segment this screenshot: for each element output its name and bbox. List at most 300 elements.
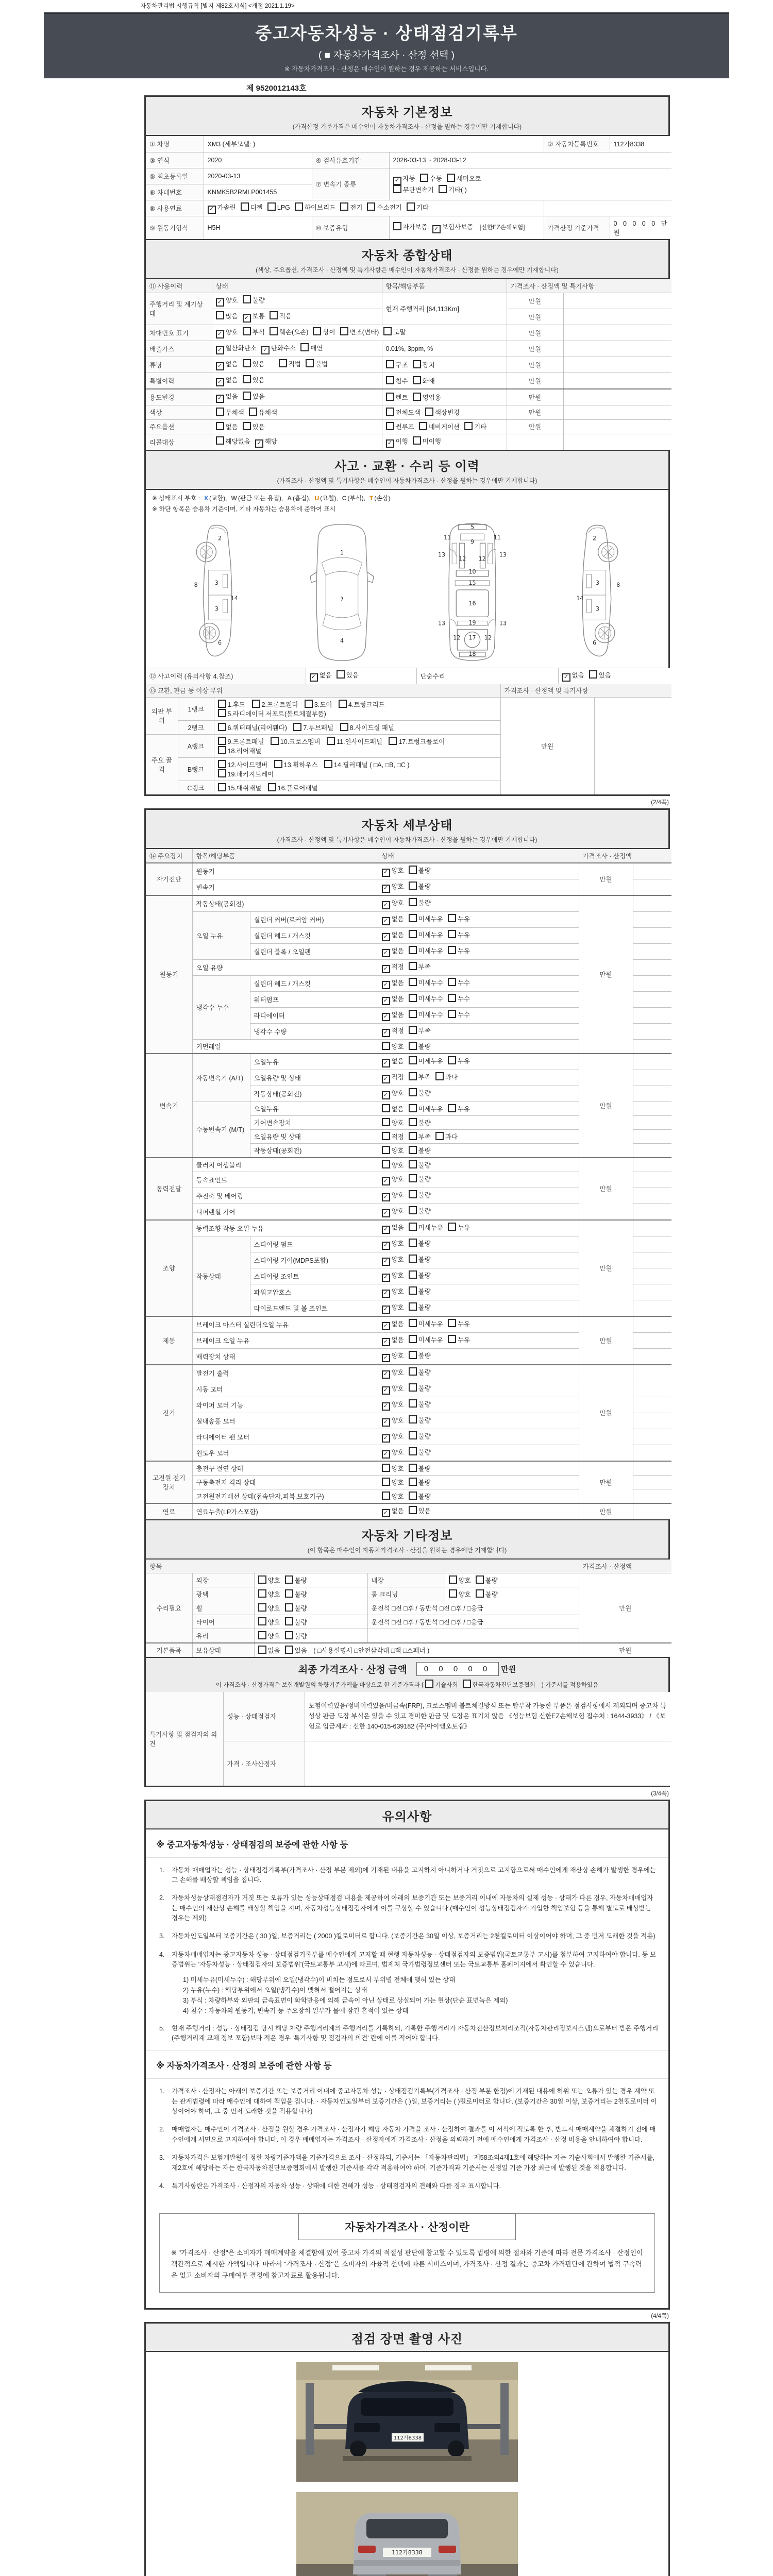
checkbox[interactable]: [409, 962, 417, 970]
checkbox-option[interactable]: 누유: [448, 1319, 470, 1328]
checkbox[interactable]: [448, 994, 456, 1002]
checkbox[interactable]: [389, 737, 397, 745]
checkbox[interactable]: ✓: [382, 965, 390, 973]
checkbox-option[interactable]: 장치: [413, 360, 435, 369]
checkbox[interactable]: [409, 1072, 417, 1080]
checkbox-option[interactable]: 불량: [409, 1255, 431, 1264]
checkbox-option[interactable]: 누수: [448, 978, 470, 987]
checkbox[interactable]: [367, 202, 375, 211]
checkbox-option[interactable]: 미이행: [413, 436, 441, 446]
checkbox-option[interactable]: ✓ 없음: [382, 1056, 404, 1067]
checkbox[interactable]: [285, 1589, 293, 1598]
checkbox-option[interactable]: 누유: [448, 914, 470, 923]
checkbox[interactable]: [476, 1575, 484, 1584]
checkbox[interactable]: [409, 882, 417, 890]
checkbox-option[interactable]: ✓ 양호: [382, 1367, 404, 1379]
checkbox-option[interactable]: 전기: [340, 202, 362, 212]
checkbox-option[interactable]: ✓ 양호: [382, 1431, 404, 1443]
checkbox[interactable]: [409, 1010, 417, 1018]
checkbox-option[interactable]: ✓ 없음: [382, 1223, 404, 1234]
checkbox[interactable]: [382, 1042, 390, 1050]
checkbox[interactable]: ✓: [382, 1418, 390, 1427]
checkbox-option[interactable]: 불량: [409, 1270, 431, 1280]
checkbox[interactable]: [409, 898, 417, 906]
checkbox-option[interactable]: 도말: [383, 327, 406, 336]
checkbox-option[interactable]: 침수: [386, 376, 408, 385]
checkbox[interactable]: ✓: [382, 1434, 390, 1443]
checkbox-option[interactable]: 있음: [285, 1646, 307, 1655]
checkbox-option[interactable]: 양호: [382, 1478, 404, 1487]
checkbox-option[interactable]: ✓ 없음: [310, 670, 332, 682]
checkbox[interactable]: [409, 1026, 417, 1034]
checkbox[interactable]: [409, 1206, 417, 1214]
checkbox-option[interactable]: ✓ 탄화수소: [261, 343, 296, 354]
checkbox-option[interactable]: 불량: [409, 1088, 431, 1097]
checkbox[interactable]: [285, 1617, 293, 1625]
checkbox-option[interactable]: ✓ 없음: [382, 1335, 404, 1346]
checkbox[interactable]: [449, 1575, 457, 1584]
checkbox-option[interactable]: ✓ 적정: [382, 1026, 404, 1037]
checkbox[interactable]: ✓: [382, 1509, 390, 1517]
panel-option[interactable]: 17.트렁크플로어: [389, 737, 445, 746]
checkbox-option[interactable]: 양호: [382, 1160, 404, 1170]
checkbox-option[interactable]: 썬루프: [386, 422, 414, 431]
checkbox-option[interactable]: 불량: [409, 882, 431, 891]
checkbox-option[interactable]: 무채색: [216, 408, 244, 417]
checkbox[interactable]: [447, 174, 455, 182]
checkbox-option[interactable]: 많음: [216, 311, 238, 320]
checkbox-option[interactable]: 있음: [243, 392, 265, 401]
checkbox-option[interactable]: 전체도색: [386, 408, 421, 417]
checkbox[interactable]: [409, 1223, 417, 1231]
checkbox-option[interactable]: 없음: [258, 1646, 280, 1655]
checkbox[interactable]: [305, 700, 313, 708]
checkbox-option[interactable]: 누유: [448, 1056, 470, 1065]
panel-option[interactable]: 16.플로어패널: [268, 783, 318, 792]
checkbox-option[interactable]: 양호: [258, 1589, 280, 1599]
checkbox-option[interactable]: 불량: [409, 1464, 431, 1473]
checkbox-option[interactable]: 불량: [409, 1367, 431, 1377]
checkbox[interactable]: [340, 202, 348, 211]
panel-option[interactable]: 5.라디에이터 서포트(볼트체결부품): [218, 709, 326, 718]
checkbox-option[interactable]: 미세누유: [409, 1335, 443, 1344]
checkbox-option[interactable]: 불량: [409, 1206, 431, 1215]
checkbox[interactable]: [448, 930, 456, 938]
checkbox[interactable]: [218, 769, 226, 777]
checkbox[interactable]: ✓: [382, 949, 390, 957]
checkbox[interactable]: [258, 1603, 266, 1612]
checkbox-option[interactable]: 유채색: [249, 408, 277, 417]
checkbox-option[interactable]: 렌트: [386, 393, 408, 402]
checkbox-option[interactable]: ✓ 없음: [382, 994, 404, 1005]
checkbox-option[interactable]: 화재: [413, 376, 435, 385]
checkbox-option[interactable]: 불법: [306, 359, 328, 368]
checkbox-option[interactable]: ✓ 양호: [216, 327, 238, 338]
checkbox[interactable]: [409, 1415, 417, 1423]
checkbox[interactable]: ✓: [382, 1274, 390, 1282]
panel-option[interactable]: 6.쿼터패널(리어휀다): [218, 723, 287, 732]
checkbox-option[interactable]: ✓ 자동: [393, 174, 415, 185]
checkbox[interactable]: [285, 1603, 293, 1612]
checkbox-option[interactable]: 양호: [382, 1492, 404, 1501]
checkbox[interactable]: ✓: [216, 395, 224, 403]
checkbox[interactable]: [413, 360, 421, 368]
checkbox[interactable]: [243, 295, 251, 303]
checkbox[interactable]: [409, 1447, 417, 1455]
checkbox-option[interactable]: ✓ 없음: [216, 392, 238, 403]
panel-option[interactable]: 15.대쉬패널: [218, 783, 262, 792]
checkbox-option[interactable]: 누유: [448, 1104, 470, 1113]
checkbox-option[interactable]: 양호: [382, 1042, 404, 1051]
checkbox[interactable]: [270, 311, 278, 319]
checkbox-option[interactable]: 수소전기: [367, 202, 401, 212]
checkbox[interactable]: ✓: [382, 1013, 390, 1021]
checkbox-option[interactable]: 양호: [449, 1575, 471, 1585]
checkbox[interactable]: [243, 327, 251, 335]
checkbox[interactable]: [409, 1506, 417, 1514]
checkbox[interactable]: [216, 311, 224, 319]
checkbox[interactable]: [409, 946, 417, 954]
checkbox[interactable]: ✓: [216, 362, 224, 370]
panel-option[interactable]: 2.프론트휀더: [252, 700, 298, 709]
checkbox[interactable]: ✓: [393, 177, 401, 185]
checkbox[interactable]: ✓: [432, 225, 441, 233]
checkbox[interactable]: [382, 1146, 390, 1154]
checkbox[interactable]: [413, 436, 421, 445]
checkbox-option[interactable]: ✓ 양호: [382, 1399, 404, 1411]
checkbox[interactable]: ✓: [382, 1059, 390, 1067]
checkbox-option[interactable]: 있음: [243, 375, 265, 384]
checkbox-option[interactable]: 미세누유: [409, 1223, 443, 1232]
checkbox[interactable]: ✓: [386, 439, 394, 448]
checkbox[interactable]: [382, 1464, 390, 1472]
checkbox-option[interactable]: 양호: [382, 1464, 404, 1473]
checkbox[interactable]: [218, 783, 226, 791]
checkbox-option[interactable]: 누유: [448, 1223, 470, 1232]
checkbox-option[interactable]: 기타: [407, 202, 429, 212]
checkbox[interactable]: [300, 343, 309, 351]
checkbox-option[interactable]: 양호: [258, 1631, 280, 1640]
checkbox[interactable]: [409, 1160, 417, 1168]
checkbox-option[interactable]: ✓ 양호: [382, 866, 404, 877]
checkbox[interactable]: ✓: [382, 1370, 390, 1379]
checkbox[interactable]: [382, 1478, 390, 1486]
checkbox[interactable]: [386, 393, 394, 401]
checkbox-option[interactable]: ✓ 양호: [382, 1239, 404, 1250]
checkbox[interactable]: [327, 737, 335, 745]
checkbox-option[interactable]: ✓ 없음: [382, 978, 404, 989]
checkbox[interactable]: [435, 1072, 444, 1080]
checkbox[interactable]: ✓: [382, 1402, 390, 1411]
checkbox-option[interactable]: 불량: [409, 1286, 431, 1296]
checkbox[interactable]: [589, 670, 597, 679]
checkbox[interactable]: [383, 327, 392, 335]
checkbox-option[interactable]: 불량: [285, 1617, 307, 1626]
checkbox-option[interactable]: ✓ 양호: [216, 295, 238, 307]
checkbox-option[interactable]: 부족: [409, 1072, 431, 1081]
checkbox[interactable]: ✓: [382, 885, 390, 893]
checkbox-option[interactable]: 세미오토: [447, 174, 481, 183]
checkbox[interactable]: ✓: [382, 1258, 390, 1266]
checkbox-option[interactable]: ✓ 없음: [382, 1506, 404, 1517]
checkbox[interactable]: [243, 359, 251, 367]
checkbox-option[interactable]: 미세누유: [409, 914, 443, 923]
checkbox-option[interactable]: LPG: [267, 202, 290, 211]
checkbox[interactable]: [448, 1056, 456, 1064]
checkbox-option[interactable]: 미세누유: [409, 1319, 443, 1328]
checkbox[interactable]: [313, 327, 321, 335]
checkbox[interactable]: ✓: [382, 981, 390, 989]
checkbox-option[interactable]: ✓ 양호: [382, 1286, 404, 1298]
checkbox-option[interactable]: 양호: [382, 1118, 404, 1127]
checkbox-option[interactable]: ✓ 양호: [382, 1190, 404, 1201]
checkbox-option[interactable]: 불량: [409, 1351, 431, 1360]
checkbox[interactable]: ✓: [216, 378, 224, 386]
checkbox[interactable]: [448, 1319, 456, 1327]
checkbox[interactable]: [449, 1589, 457, 1598]
checkbox-option[interactable]: 미세누유: [409, 930, 443, 939]
checkbox[interactable]: ✓: [382, 1209, 390, 1217]
checkbox[interactable]: [386, 376, 394, 384]
checkbox[interactable]: ✓: [382, 1029, 390, 1037]
checkbox[interactable]: [252, 700, 260, 708]
checkbox[interactable]: [293, 723, 301, 731]
checkbox[interactable]: [407, 202, 415, 211]
checkbox[interactable]: [285, 1575, 293, 1584]
checkbox-option[interactable]: ✓ 해당: [255, 436, 277, 448]
checkbox[interactable]: [218, 709, 226, 717]
checkbox[interactable]: ✓: [382, 1091, 390, 1099]
checkbox[interactable]: [270, 327, 278, 335]
checkbox[interactable]: [409, 866, 417, 874]
checkbox[interactable]: [216, 422, 224, 430]
checkbox[interactable]: [274, 760, 282, 768]
checkbox[interactable]: [216, 436, 224, 445]
checkbox-option[interactable]: 디젤: [241, 202, 263, 212]
checkbox-option[interactable]: ✓ 보험사보증: [432, 222, 473, 233]
checkbox-option[interactable]: 불량: [409, 1492, 431, 1501]
checkbox[interactable]: [339, 700, 347, 708]
checkbox-option[interactable]: 매연: [300, 343, 323, 352]
checkbox[interactable]: [409, 1118, 417, 1126]
checkbox[interactable]: [420, 174, 428, 182]
checkbox-option[interactable]: 미세누수: [409, 1010, 443, 1019]
checkbox-option[interactable]: ✓ 없음: [382, 1010, 404, 1021]
checkbox-option[interactable]: 기술사회: [425, 1680, 458, 1689]
checkbox[interactable]: [218, 746, 226, 754]
checkbox-option[interactable]: ✓ 없음: [216, 375, 238, 386]
checkbox[interactable]: ✓: [382, 1338, 390, 1346]
checkbox-option[interactable]: ✓ 양호: [382, 1383, 404, 1395]
checkbox[interactable]: [409, 1190, 417, 1198]
checkbox-option[interactable]: 없음: [382, 1104, 404, 1113]
checkbox-option[interactable]: 있음: [243, 422, 265, 431]
checkbox-option[interactable]: 양호: [258, 1617, 280, 1626]
checkbox[interactable]: [435, 1132, 444, 1140]
checkbox[interactable]: [419, 422, 427, 430]
checkbox-option[interactable]: ✓ 보통: [243, 311, 265, 323]
checkbox[interactable]: [448, 1010, 456, 1018]
checkbox[interactable]: [409, 1302, 417, 1311]
checkbox[interactable]: [409, 1286, 417, 1295]
panel-option[interactable]: 13.휠하우스: [274, 760, 318, 769]
checkbox[interactable]: ✓: [382, 1226, 390, 1234]
checkbox-option[interactable]: 불량: [409, 1239, 431, 1248]
checkbox[interactable]: ✓: [382, 1354, 390, 1362]
checkbox-option[interactable]: 구조: [386, 360, 408, 369]
checkbox-option[interactable]: 훼손(오손): [270, 327, 309, 336]
checkbox[interactable]: [382, 1160, 390, 1168]
checkbox-option[interactable]: 불량: [409, 1399, 431, 1409]
checkbox[interactable]: [409, 1132, 417, 1140]
checkbox[interactable]: [218, 700, 226, 708]
checkbox-option[interactable]: ✓ 양호: [382, 1415, 404, 1427]
checkbox[interactable]: [393, 185, 401, 193]
checkbox-option[interactable]: ✓ 양호: [382, 1088, 404, 1099]
panel-option[interactable]: 4.트렁크리드: [339, 700, 385, 709]
checkbox-option[interactable]: 누유: [448, 930, 470, 939]
checkbox[interactable]: ✓: [382, 917, 390, 925]
checkbox-option[interactable]: ✓ 적정: [382, 962, 404, 973]
checkbox-option[interactable]: ✓ 양호: [382, 1302, 404, 1314]
checkbox-option[interactable]: 양호: [258, 1575, 280, 1585]
checkbox[interactable]: [243, 392, 251, 400]
checkbox[interactable]: [243, 375, 251, 383]
checkbox[interactable]: ✓: [310, 673, 318, 682]
checkbox[interactable]: [268, 783, 276, 791]
checkbox[interactable]: [463, 1680, 471, 1688]
checkbox[interactable]: [439, 185, 447, 193]
checkbox-option[interactable]: ✓ 가솔린: [208, 202, 236, 214]
checkbox[interactable]: [285, 1631, 293, 1639]
checkbox-option[interactable]: 영업용: [413, 393, 441, 402]
checkbox-option[interactable]: 과다: [435, 1132, 458, 1141]
checkbox-option[interactable]: 미세누수: [409, 994, 443, 1003]
checkbox-option[interactable]: ✓ 양호: [382, 1447, 404, 1459]
checkbox-option[interactable]: ✓ 없음: [216, 359, 238, 370]
checkbox-option[interactable]: ✓ 양호: [382, 898, 404, 909]
checkbox-option[interactable]: 해당없음: [216, 436, 250, 446]
checkbox-option[interactable]: 한국자동차진단보증협회: [463, 1680, 535, 1689]
checkbox[interactable]: [413, 393, 421, 401]
checkbox[interactable]: [409, 978, 417, 986]
checkbox-option[interactable]: 변조(변타): [340, 327, 379, 336]
checkbox[interactable]: [382, 1132, 390, 1140]
checkbox[interactable]: [340, 723, 348, 731]
checkbox[interactable]: [279, 359, 287, 367]
checkbox[interactable]: ✓: [216, 330, 224, 338]
checkbox[interactable]: [409, 994, 417, 1002]
checkbox[interactable]: [409, 1042, 417, 1050]
checkbox-option[interactable]: ✓ 없음: [382, 946, 404, 957]
checkbox-option[interactable]: 미세누유: [409, 1104, 443, 1113]
checkbox-option[interactable]: ✓ 양호: [382, 1270, 404, 1282]
checkbox[interactable]: [382, 1104, 390, 1112]
checkbox-option[interactable]: ✓ 양호: [382, 882, 404, 893]
panel-option[interactable]: 14.필러패널 ( □A, □B, □C ): [324, 760, 410, 769]
checkbox[interactable]: [324, 760, 332, 768]
checkbox[interactable]: [448, 1335, 456, 1343]
checkbox[interactable]: [267, 202, 276, 211]
panel-option[interactable]: 7.루브패널: [293, 723, 333, 732]
checkbox-option[interactable]: ✓ 양호: [382, 1351, 404, 1362]
checkbox[interactable]: [409, 1335, 417, 1343]
checkbox[interactable]: [464, 422, 473, 430]
checkbox-option[interactable]: ✓ 없음: [382, 1319, 404, 1330]
checkbox[interactable]: ✓: [382, 869, 390, 877]
checkbox[interactable]: [218, 737, 226, 745]
checkbox-option[interactable]: 불량: [409, 1431, 431, 1440]
checkbox-option[interactable]: 불량: [409, 1118, 431, 1127]
checkbox-option[interactable]: 수동: [420, 174, 442, 183]
checkbox[interactable]: [271, 737, 279, 745]
checkbox-option[interactable]: ✓ 없음: [562, 670, 584, 682]
checkbox[interactable]: [393, 222, 401, 230]
checkbox[interactable]: ✓: [382, 1075, 390, 1083]
checkbox-option[interactable]: 불량: [285, 1603, 307, 1613]
checkbox-option[interactable]: 적법: [279, 359, 301, 368]
checkbox[interactable]: [409, 1399, 417, 1408]
checkbox-option[interactable]: 불량: [409, 866, 431, 875]
checkbox[interactable]: [409, 1478, 417, 1486]
checkbox-option[interactable]: 불량: [409, 1146, 431, 1155]
checkbox[interactable]: [448, 946, 456, 954]
panel-option[interactable]: 8.사이드실 패널: [340, 723, 394, 732]
checkbox[interactable]: [340, 327, 348, 335]
checkbox-option[interactable]: 불량: [409, 1190, 431, 1199]
checkbox[interactable]: ✓: [382, 1242, 390, 1250]
panel-option[interactable]: 9.프론트패널: [218, 737, 264, 746]
checkbox[interactable]: [386, 408, 394, 416]
checkbox-option[interactable]: 없음: [216, 422, 238, 431]
checkbox[interactable]: [409, 1056, 417, 1064]
checkbox-option[interactable]: 누수: [448, 1010, 470, 1019]
checkbox-option[interactable]: 불량: [409, 1478, 431, 1487]
checkbox-option[interactable]: ✓ 적정: [382, 1072, 404, 1083]
checkbox[interactable]: ✓: [382, 1322, 390, 1330]
checkbox-option[interactable]: ✓ 없음: [382, 930, 404, 941]
checkbox-option[interactable]: 미세누유: [409, 946, 443, 955]
checkbox-option[interactable]: 불량: [243, 295, 265, 304]
checkbox-option[interactable]: 적정: [382, 1132, 404, 1141]
checkbox-option[interactable]: ✓ 없음: [382, 914, 404, 925]
checkbox-option[interactable]: 양호: [258, 1603, 280, 1613]
checkbox[interactable]: [409, 1319, 417, 1327]
checkbox-option[interactable]: 미세누수: [409, 978, 443, 987]
checkbox-option[interactable]: 네비게이션: [419, 422, 460, 431]
checkbox[interactable]: [409, 1255, 417, 1263]
checkbox-option[interactable]: 하이브리드: [295, 202, 335, 212]
checkbox[interactable]: [409, 914, 417, 922]
checkbox-option[interactable]: 불량: [409, 1174, 431, 1183]
checkbox-option[interactable]: 불량: [409, 1447, 431, 1456]
checkbox-option[interactable]: 불량: [285, 1575, 307, 1585]
checkbox-option[interactable]: 불량: [285, 1631, 307, 1640]
checkbox-option[interactable]: ✓ 이행: [386, 436, 408, 448]
checkbox-option[interactable]: ✓ 양호: [382, 1174, 404, 1185]
checkbox[interactable]: [249, 408, 257, 416]
checkbox[interactable]: [216, 408, 224, 416]
checkbox-option[interactable]: 자가보증: [393, 222, 428, 231]
checkbox[interactable]: [448, 1104, 456, 1112]
checkbox[interactable]: ✓: [382, 1386, 390, 1395]
checkbox[interactable]: ✓: [382, 997, 390, 1005]
checkbox[interactable]: [241, 202, 249, 211]
checkbox-option[interactable]: ✓ 양호: [382, 1255, 404, 1266]
checkbox-option[interactable]: 불량: [409, 898, 431, 907]
checkbox[interactable]: [448, 914, 456, 922]
checkbox[interactable]: [285, 1646, 293, 1654]
